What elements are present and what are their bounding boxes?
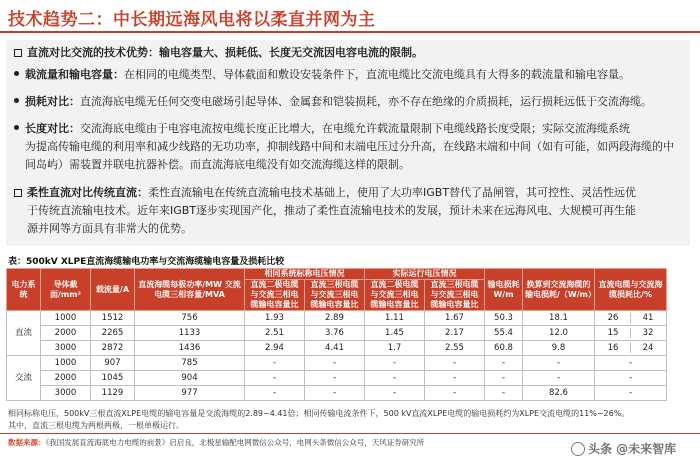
para-text-line: 间岛屿）需装置并联电抗器补偿。而直流海底电缆没有如交流海缆这样的限制。	[25, 158, 410, 171]
para-label: 柔性直流对比传统直流：	[27, 186, 148, 199]
table-row	[7, 311, 667, 326]
cell-loss-converted: -	[523, 356, 595, 371]
cell-power: 1133	[135, 326, 245, 341]
cell-loss-ratio	[595, 326, 667, 341]
cell-loss-ratio	[595, 311, 667, 326]
header-same-voltage: 相同系统标称电压情况	[245, 269, 365, 280]
cell-actual-b: 1.67	[425, 311, 485, 326]
cell-power: 756	[135, 311, 245, 326]
header-type: 电力系统	[7, 269, 41, 311]
watermark	[568, 440, 676, 457]
ratio-b: 24	[630, 343, 665, 353]
table-row	[7, 371, 667, 386]
cell-power: 785	[135, 356, 245, 371]
header-loss-ratio: 直流电缆与交流海缆损耗比/%	[595, 269, 667, 311]
comparison-table	[6, 268, 667, 401]
para-label: 直流对比交流的技术优势：	[27, 46, 159, 59]
cell-current: 1045	[91, 371, 135, 386]
para-text-line: 源并网等方面具有非常大的优势。	[27, 222, 192, 235]
source-label: 数据来源：	[8, 438, 46, 447]
page-title: 技术趋势二：中长期远海风电将以柔直并网为主	[8, 10, 376, 30]
cell-loss-ratio: -	[595, 356, 667, 371]
ratio-a: 15	[607, 328, 619, 338]
cell-loss-converted: 18.1	[523, 311, 595, 326]
cell-section: 1000	[41, 356, 91, 371]
para-text: 直流海底电缆无任何交变电磁场引起导体、金属套和铠装损耗，亦不存在绝缘的介质损耗，运行损耗远低于交流海缆。	[80, 95, 652, 108]
ratio-b: 32	[630, 328, 665, 338]
cell-current: 2265	[91, 326, 135, 341]
para-flexible-dc	[14, 184, 636, 238]
cell-actual-a: 1.11	[365, 311, 425, 326]
para-label: 损耗对比：	[25, 95, 80, 108]
cell-same-b: -	[305, 356, 365, 371]
cell-same-a: 2.51	[245, 326, 305, 341]
cell-loss-converted: -	[523, 371, 595, 386]
cell-loss-ratio: -	[595, 371, 667, 386]
para-capacity	[14, 66, 630, 84]
header-loss-converted: 换算到交流海缆的输电损耗/（W/m）	[523, 269, 595, 311]
dot-bullet-icon	[14, 98, 19, 103]
cell-section: 3000	[41, 341, 91, 356]
cell-loss: -	[485, 371, 523, 386]
para-text: 输电容量大、损耗低、长度无交流因电容电流的限制。	[159, 46, 423, 59]
cell-actual-b: 2.55	[425, 341, 485, 356]
cell-loss: 50.3	[485, 311, 523, 326]
source-line	[8, 437, 424, 448]
header-same-a: 直流二极电缆与交流三相电缆输电容量比	[245, 280, 305, 311]
ratio-a: 16	[607, 343, 619, 353]
cell-same-a: -	[245, 356, 305, 371]
square-bullet-icon	[14, 49, 22, 57]
para-length	[14, 120, 674, 174]
para-text-line: 交流海底电缆由于电容电流按电缆长度正比增大，在电缆允许载流量限制下电缆线路长度受限；实际交流海缆系统	[80, 122, 630, 135]
table-row	[7, 341, 667, 356]
cell-actual-a: -	[365, 386, 425, 401]
cell-section: 3000	[41, 386, 91, 401]
table-note-2: 其中，直流三根电缆为两根两极，一根单极运行。	[8, 421, 184, 430]
cell-same-b: 3.76	[305, 326, 365, 341]
cell-loss-converted: 82.6	[523, 386, 595, 401]
cell-actual-b: 2.17	[425, 326, 485, 341]
ratio-b: 41	[630, 313, 665, 323]
cell-loss-ratio: -	[595, 386, 667, 401]
header-loss: 输电损耗 W/m	[485, 269, 523, 311]
cell-same-b: 4.41	[305, 341, 365, 356]
table-row	[7, 386, 667, 401]
cell-actual-b: -	[425, 371, 485, 386]
cell-actual-b: -	[425, 356, 485, 371]
cell-actual-a: 1.7	[365, 341, 425, 356]
cell-actual-a: -	[365, 356, 425, 371]
brand-logo-icon	[571, 442, 585, 456]
cell-power: 977	[135, 386, 245, 401]
header-current: 载流量/A	[91, 269, 135, 311]
square-bullet-icon	[14, 189, 22, 197]
header-actual-a: 直流二极电缆与交流三相电缆输电容量比	[365, 280, 425, 311]
cell-same-a: 2.94	[245, 341, 305, 356]
cell-same-a: 1.93	[245, 311, 305, 326]
cell-loss: -	[485, 356, 523, 371]
cell-current: 1129	[91, 386, 135, 401]
para-label: 载流量和输电容量：	[25, 68, 124, 81]
cell-loss: 55.4	[485, 326, 523, 341]
cell-loss: -	[485, 386, 523, 401]
para-text-line: 柔性直流输电在传统直流输电技术基础上，使用了大功率IGBT替代了晶闸管，其可控性、灵活性远优	[148, 186, 637, 199]
cell-loss-ratio	[595, 341, 667, 356]
cell-section: 1000	[41, 311, 91, 326]
footer-divider	[0, 433, 700, 434]
cell-actual-a: 1.45	[365, 326, 425, 341]
cell-power: 904	[135, 371, 245, 386]
cell-loss-converted: 12.0	[523, 326, 595, 341]
cell-type: 交流	[7, 356, 41, 401]
source-text: 《我国发展直流海底电力电缆的前景》启启良，北极星输配电网微信公众号，电网头条微信公众号，天风证券研究所	[45, 438, 425, 447]
cell-same-b: -	[305, 371, 365, 386]
cell-same-a: -	[245, 371, 305, 386]
dot-bullet-icon	[14, 71, 19, 76]
header-same-b: 直流三根电缆与交流三根电缆输电容量比	[305, 280, 365, 311]
table-caption: 表：500kV XLPE直流海缆输电功率与交流海缆输电容量及损耗比较	[8, 257, 285, 267]
cell-power: 1436	[135, 341, 245, 356]
title-divider	[0, 31, 700, 33]
table-row	[7, 356, 667, 371]
cell-loss: 60.8	[485, 341, 523, 356]
para-text-line: 于传统直流输电技术。近年来IGBT逐步实现国产化，推动了柔性直流输电技术的发展，预计未来在远海风电、大规模可再生能	[27, 204, 637, 217]
para-text-line: 为提高传输电缆的利用率和减少线路的无功功率，抑制线路中间和末端电压过分升高，在线路末端和中间（如有可能，如两段海缆的中	[25, 140, 674, 153]
cell-section: 2000	[41, 371, 91, 386]
para-label: 长度对比：	[25, 122, 80, 135]
dot-bullet-icon	[14, 125, 19, 130]
table-note-1: 相同标称电压，500kV三根直流XLPE电缆的输电容量是交流海缆的2.89~4.41倍；相同传输电流条件下，500 kV直流XLPE电缆的输电损耗约为XLPE交流电缆的11%~26%。	[8, 409, 630, 418]
cell-current: 1512	[91, 311, 135, 326]
header-actual-voltage: 实际运行电压情况	[365, 269, 485, 280]
header-actual-b: 直流三根电缆与交流三根电缆输电容量比	[425, 280, 485, 311]
para-advantage	[14, 44, 423, 62]
cell-same-a: -	[245, 386, 305, 401]
para-text: 在相同的电缆类型、导体截面和敷设安装条件下，直流电缆比交流电缆具有大得多的载流量和输电容量。	[124, 68, 630, 81]
table-row	[7, 326, 667, 341]
cell-current: 907	[91, 356, 135, 371]
ratio-a: 26	[607, 313, 619, 323]
cell-same-b: 2.89	[305, 311, 365, 326]
watermark-text: 头条 @未来智库	[588, 442, 677, 456]
cell-loss-converted: 9.8	[523, 341, 595, 356]
title-bar	[0, 0, 700, 34]
cell-same-b: -	[305, 386, 365, 401]
header-section: 导体截面/mm²	[41, 269, 91, 311]
cell-current: 2872	[91, 341, 135, 356]
cell-actual-a: -	[365, 371, 425, 386]
cell-actual-b: -	[425, 386, 485, 401]
cell-section: 2000	[41, 326, 91, 341]
para-loss	[14, 93, 652, 111]
header-power: 直流海缆每极功率/MW 交流电缆三相容量/MVA	[135, 269, 245, 311]
cell-type: 直流	[7, 311, 41, 356]
